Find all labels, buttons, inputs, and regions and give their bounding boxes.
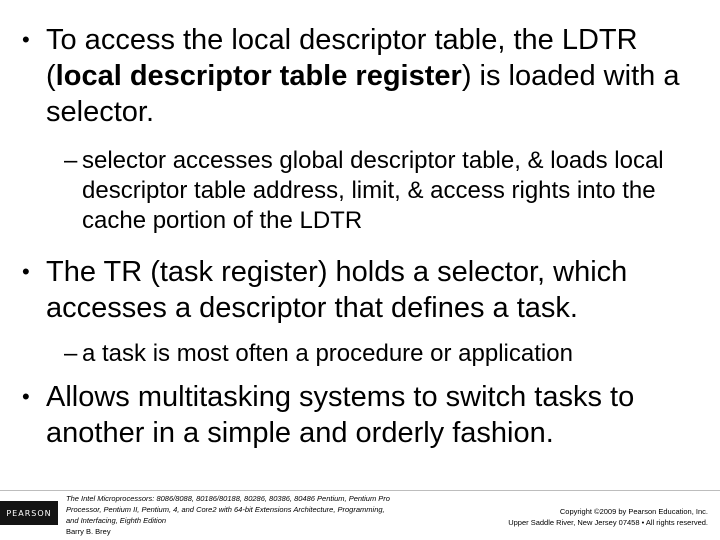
bullet-marker: • bbox=[22, 27, 30, 52]
subbullet-text: selector accesses global descriptor table, & loads local descriptor table address, limit, & access rights into the cache portion of the LDTR bbox=[82, 147, 664, 234]
footer-divider bbox=[0, 490, 720, 491]
bullet-task-register bbox=[22, 254, 712, 326]
bullet-ldtr bbox=[22, 22, 712, 130]
logo-text: PEARSON bbox=[6, 508, 52, 518]
subbullet-selector bbox=[64, 146, 704, 236]
subbullet-text: a task is most often a procedure or application bbox=[82, 340, 573, 367]
bullet-text: The TR (task register) holds a selector, which accesses a descriptor that defines a task. bbox=[46, 256, 628, 324]
address-text: Upper Saddle River, New Jersey 07458 • All rights reserved. bbox=[508, 518, 708, 527]
footer-copyright bbox=[448, 506, 708, 528]
subbullet-marker: – bbox=[64, 340, 78, 367]
bullet-marker: • bbox=[22, 384, 30, 409]
bullet-multitasking bbox=[22, 379, 712, 451]
bullet-marker: • bbox=[22, 259, 30, 284]
footer-book-info bbox=[66, 493, 396, 537]
bullet-text bbox=[46, 22, 712, 130]
copyright-text: Copyright ©2009 by Pearson Education, Inc. bbox=[559, 507, 708, 516]
book-title: The Intel Microprocessors: 8086/8088, 80186/80188, 80286, 80386, 80486 Pentium, Pentium Pro Processor, Pentium II, Pentium, 4, and Core2 with 64-bit Extensions Architecture, Programming, and Interfacing, Eighth Edition bbox=[66, 494, 390, 525]
bullet-text-pre: To access the local descriptor table, the LDTR ( bbox=[46, 24, 638, 92]
bullet-text: Allows multitasking systems to switch tasks to another in a simple and orderly fashion. bbox=[46, 381, 635, 449]
pearson-logo bbox=[0, 501, 58, 525]
book-author: Barry B. Brey bbox=[66, 527, 111, 536]
bullet-text-post: ) is loaded with a selector. bbox=[46, 60, 680, 128]
subbullet-marker: – bbox=[64, 147, 78, 174]
subbullet-task bbox=[64, 339, 704, 369]
bullet-text-bold: local descriptor table register bbox=[55, 60, 462, 92]
